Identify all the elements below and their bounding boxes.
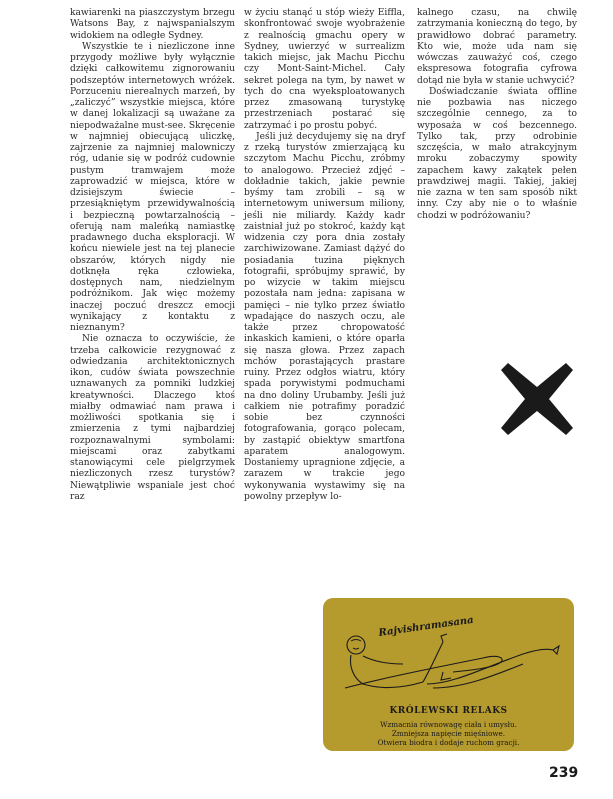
article-paragraph: Doświadczanie świata offline nie pozbawia nas niczego szczególnie cennego, za to wyposaża w coś bezcennego. Tylko tak, przy odrobinie szczęścia, w mało atrakcyjnym mroku zobaczymy spowity zapachem kawy zakątek pełen prawdziwej magii. Takiej, jakiej nie zazna w ten sam sposób nikt inny. Czy aby nie o to właśnie chodzi w podróżowaniu? [417, 86, 577, 221]
article-column-1 [70, 8, 235, 503]
pose-title: KRÓLEWSKI RELAKS [389, 706, 508, 716]
yoga-pose-card [323, 598, 574, 751]
article-column-3 [417, 8, 577, 222]
pose-description [333, 720, 564, 747]
x-mark-icon [498, 360, 576, 438]
article-paragraph: Jeśli już decydujemy się na dryf z rzeką turystów zmierzającą ku szczytom Machu Picchu, zróbmy to analogowo. Przecież zdjęć – dokładnie takich, jakie pewnie byśmy tam zrobili – są w internetowym uniwersum miliony, jeśli nie miliardy. Każdy kadr zaistniał już po stokroć, każdy kąt widzenia czy pora dnia zostały zarchiwizowane. Zamiast dążyć do posiadania tuzina pięknych fotografii, spróbujmy sprawić, by po wizycie w takim miejscu pozostała nam jedna: zapisana w pamięci – nie tylko przez światło wpadające do naszych oczu, ale także przez chropowatość inkaskich kamieni, o które oparła się nasza głowa. Przez zapach mchów porastających prastare ruiny. Przez odgłos wiatru, który spada porywistymi podmuchami na dno doliny Urubamby. Jeśli już całkiem nie potrafimy poradzić sobie bez czynności fotografowania, gorąco polecam, by zastąpić obiektyw smartfona aparatem analogowym. Dostaniemy upragnione zdjęcie, a zarazem w trakcie jego wykonywania wystawimy się na powolny przepływ lo- [244, 131, 405, 502]
article-paragraph: kawiarenki na piaszczystym brzegu Watsons Bay, z najwspanialszym widokiem na odległe Sydney. [70, 8, 235, 41]
pose-name: Rajvishramasana [377, 614, 475, 639]
article-paragraph: kalnego czasu, na chwilę zatrzymania konieczną do tego, by prawidłowo dobrać parametry. Kto wie, może uda nam się wówczas zauważyć coś, czego ekspresowa fotografia cyfrowa dotąd nie była w stanie uchwycić? [417, 8, 577, 86]
article-paragraph: Nie oznacza to oczywiście, że trzeba całkowicie rezygnować z odwiedzania architektonicznych ikon, cudów świata powszechnie uznawanych za pomniki ludzkiej kreatywności. Dlaczego ktoś miałby odmawiać nam prawa i możliwości spotkania się i zmierzenia z tymi najbardziej rozpoznawalnymi symbolami: miejscami oraz zabytkami stanowiącymi cele pielgrzymek niezliczonych rzesz turystów? Niewątpliwie wspaniale jest choć raz [70, 334, 235, 502]
article-paragraph: w życiu stanąć u stóp wieży Eiffla, skonfrontować swoje wyobrażenie z realnością gmachu opery w Sydney, uwierzyć w surrealizm takich miejsc, jak Machu Picchu czy Mont-Saint-Michel. Cały sekret polega na tym, by nawet w tych do cna wyeksploatowanych przez zmasowaną turystykę przestrzeniach postarać się zatrzymać i po prostu pobyć. [244, 8, 405, 131]
article-paragraph: Wszystkie te i niezliczone inne przygody możliwe były wyłącznie dzięki całkowitemu zignorowaniu podszeptów internetowych wróżek. Porzuceniu nierealnych marzeń, by „zaliczyć” wszystkie miejsca, które w danej lokalizacji są uważane za niepodważalne must-see. Skręcenie w najmniej obiecującą uliczkę, zajrzenie za najmniej malowniczy róg, udanie się w podróż cudownie pustym tramwajem może zaprowadzić w miejsca, które w dzisiejszym świecie – przesiąkniętym przewidywalnością i bezpieczną powtarzalnością – oferują nam maleńką namiastkę pradawnego ducha eksploracji. W końcu niewiele jest na tej planecie obszarów, których nigdy nie dotknęła ręka człowieka, dostępnych nam, niedzielnym podróżnikom. Jak więc możemy inaczej poczuć dreszcz emocji wynikający z kontaktu z nieznanym? [70, 41, 235, 333]
pose-benefit: Otwiera biodra i dodaje ruchom gracji. [377, 738, 520, 747]
page-number: 239 [549, 765, 579, 781]
pose-benefit: Wzmacnia równowagę ciała i umysłu. [380, 720, 517, 729]
article-column-2 [244, 8, 405, 503]
pose-benefit: Zmniejsza napięcie mięśniowe. [391, 729, 506, 738]
